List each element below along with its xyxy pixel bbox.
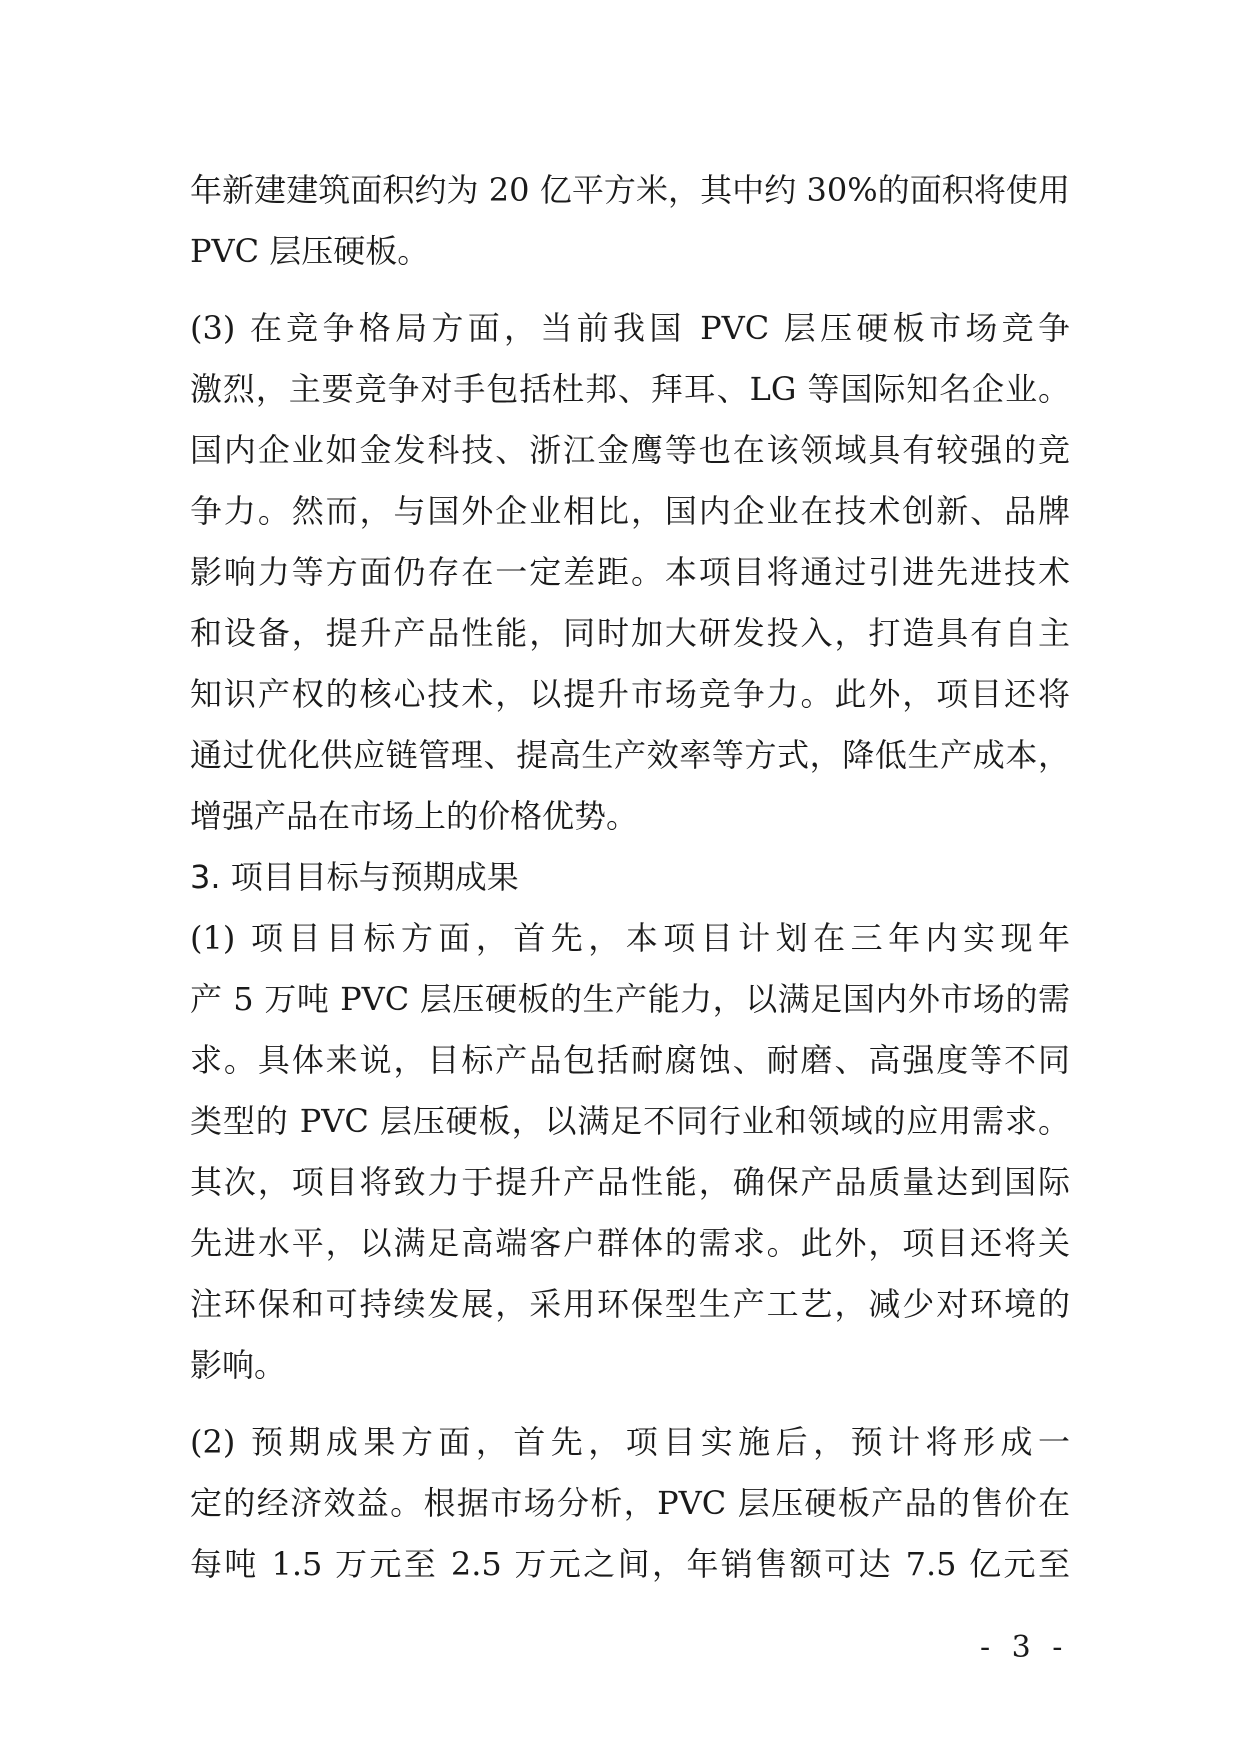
section-heading: 3. 项目目标与预期成果 [190,858,519,896]
text-line: (3) 在竞争格局方面，当前我国 PVC 层压硬板市场竞争 [190,309,1070,347]
text-line: 影响。 [190,1346,287,1384]
text-line: 其次，项目将致力于提升产品性能，确保产品质量达到国际 [190,1163,1070,1201]
text-line: 年新建建筑面积约为 20 亿平方米，其中约 30%的面积将使用 [190,171,1070,209]
text-line: 争力。然而，与国外企业相比，国内企业在技术创新、品牌 [190,492,1070,530]
text-line: 产 5 万吨 PVC 层压硬板的生产能力，以满足国内外市场的需 [190,980,1070,1018]
text-line: (2) 预期成果方面，首先，项目实施后，预计将形成一 [190,1423,1070,1461]
text-line: 增强产品在市场上的价格优势。 [190,797,639,835]
text-line: 注环保和可持续发展，采用环保型生产工艺，减少对环境的 [190,1285,1070,1323]
text-line: 通过优化供应链管理、提高生产效率等方式，降低生产成本， [190,736,1070,774]
text-line: 和设备，提升产品性能，同时加大研发投入，打造具有自主 [190,614,1070,652]
text-line: 激烈，主要竞争对手包括杜邦、拜耳、LG 等国际知名企业。 [190,370,1070,408]
text-line: 求。具体来说，目标产品包括耐腐蚀、耐磨、高强度等不同 [190,1041,1070,1079]
text-line: PVC 层压硬板。 [190,232,430,270]
text-line: 知识产权的核心技术，以提升市场竞争力。此外，项目还将 [190,675,1070,713]
text-line: 类型的 PVC 层压硬板，以满足不同行业和领域的应用需求。 [190,1102,1070,1140]
text-line: 影响力等方面仍存在一定差距。本项目将通过引进先进技术 [190,553,1070,591]
text-line: 先进水平，以满足高端客户群体的需求。此外，项目还将关 [190,1224,1070,1262]
text-line: 定的经济效益。根据市场分析，PVC 层压硬板产品的售价在 [190,1484,1070,1522]
text-line: (1) 项目目标方面，首先，本项目计划在三年内实现年 [190,919,1070,957]
document-body [190,160,1070,1595]
text-line: 国内企业如金发科技、浙江金鹰等也在该领域具有较强的竞 [190,431,1070,469]
page-number: - 3 - [980,1630,1069,1665]
text-line: 每吨 1.5 万元至 2.5 万元之间，年销售额可达 7.5 亿元至 [190,1545,1070,1583]
